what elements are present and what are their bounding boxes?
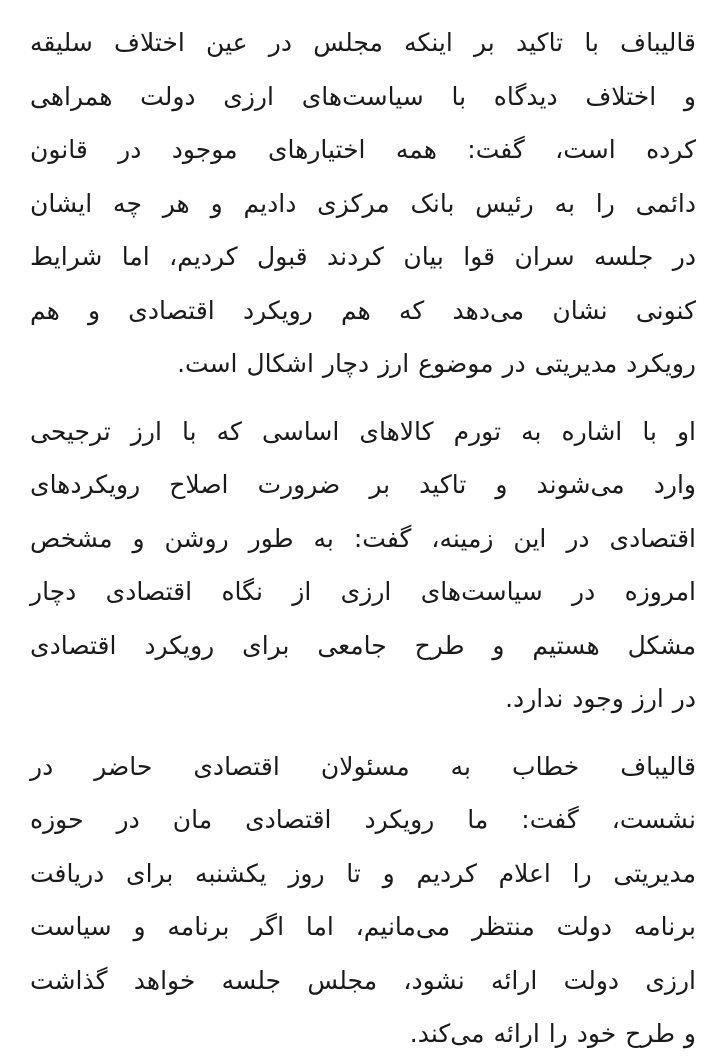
text-line: در جلسه سران قوا بیان کردند قبول کردیم، اما شرایط [30,242,696,271]
text-line: رویکرد مدیریتی در موضوع ارز دچار اشکال است. [177,349,696,378]
text-line: کنونی نشان می‌دهد که هم رویکرد اقتصادی و هم [30,295,696,325]
text-line: ارزی دولت ارائه نشود، مجلس جلسه خواهد گذاشت [30,965,696,995]
text-line: او با اشاره به تورم کالاهای اساسی که با ارز ترجیحی [30,416,696,446]
text-line: اقتصادی در این زمینه، گفت: به طور روشن و مشخص [30,523,696,553]
paragraph-1 [30,16,696,391]
text-line: وارد می‌شوند و تاکید بر ضرورت اصلاح رویکردهای [30,470,696,499]
paragraph-3 [30,740,696,1061]
text-line: قالیباف خطاب به مسئولان اقتصادی حاضر در [30,751,696,781]
text-line: مدیریتی را اعلام کردیم و تا روز یکشنبه برای دریافت [30,858,696,888]
text-line: و طرح خود را ارائه می‌کند. [409,1019,696,1048]
text-line: کرده است، گفت: همه اختیارهای موجود در قانون [30,135,696,164]
text-line: قالیباف با تاکید بر اینکه مجلس در عین اختلاف سلیقه [30,28,696,57]
text-line: دائمی را به رئیس بانک مرکزی دادیم و هر چه ایشان [30,188,696,218]
paragraph-2 [30,405,696,726]
text-line: امروزه در سیاست‌های ارزی از نگاه اقتصادی دچار [30,577,696,606]
text-line: و اختلاف دیدگاه با سیاست‌های ارزی دولت همراهی [30,81,696,111]
text-line: برنامه دولت منتظر می‌مانیم، اما اگر برنامه و سیاست [30,912,696,941]
text-line: مشکل هستیم و طرح جامعی برای رویکرد اقتصادی [30,630,696,660]
text-line: نشست، گفت: ما رویکرد اقتصادی مان در حوزه [30,805,696,834]
text-line: در ارز وجود ندارد. [505,684,696,713]
